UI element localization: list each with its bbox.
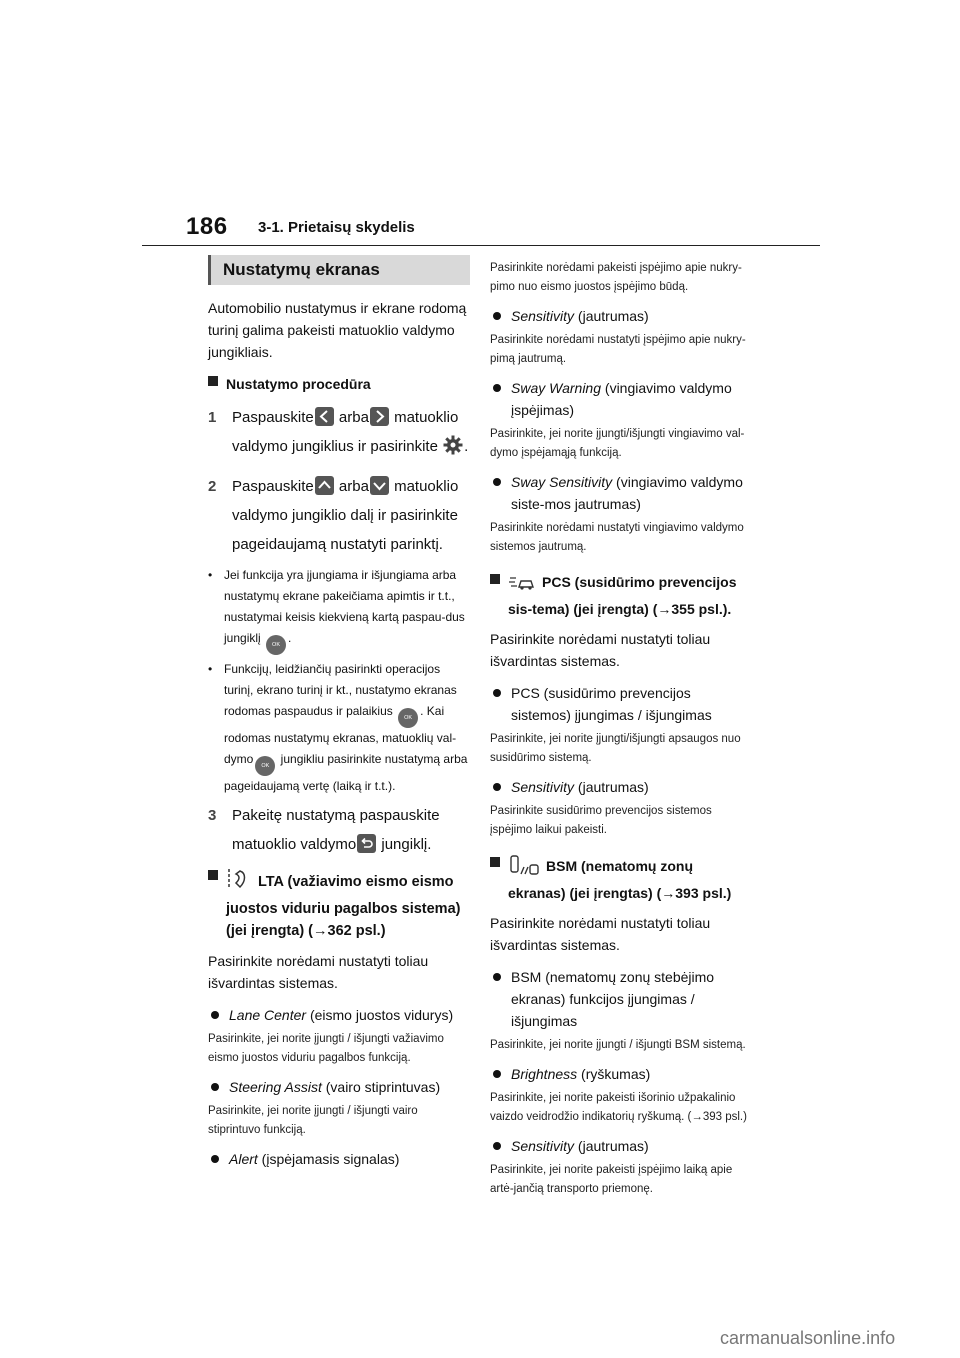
item-description: Pasirinkite, jei norite pakeisti išorinio užpakalinio vaizdo veidrodžio indikatorių ryškumą. (→393 psl.) bbox=[490, 1092, 747, 1123]
ok-button-icon: OK bbox=[266, 635, 286, 655]
header-divider bbox=[142, 245, 820, 246]
section-title: 3-1. Prietaisų skydelis bbox=[258, 219, 415, 236]
square-bullet-icon bbox=[490, 857, 500, 867]
step-2: 2 Paspauskite arba matuoklio valdymo jungiklio dalį ir pasirinkite pageidaujamą nustatyti parinktį. bbox=[208, 478, 459, 553]
pcs-heading: PCS (susidūrimo prevencijos sis-tema) (jei įrengta) (→355 psl.). bbox=[490, 571, 750, 620]
square-bullet-icon bbox=[208, 870, 218, 880]
lta-intro: Pasirinkite norėdami nustatyti toliau išvardintas sistemas. bbox=[208, 953, 429, 991]
list-item: Steering Assist (vairo stiprintuvas) bbox=[208, 1076, 470, 1098]
bsm-icon bbox=[508, 854, 540, 882]
item-description: Pasirinkite susidūrimo prevencijos sistemos įspėjimo laikui pakeisti. bbox=[490, 805, 712, 836]
back-key-icon bbox=[357, 834, 376, 853]
lta-heading: LTA (važiavimo eismo eismo juostos viduriu pagalbos sistema) (jei įrengta) (→362 psl.) bbox=[208, 867, 470, 942]
down-arrow-key-icon bbox=[370, 476, 389, 495]
right-arrow-key-icon bbox=[370, 407, 389, 426]
list-item: Brightness (ryškumas) bbox=[490, 1063, 750, 1085]
pcs-collision-icon bbox=[508, 572, 536, 598]
up-arrow-key-icon bbox=[315, 476, 334, 495]
list-item: Alert (įspėjamasis signalas) bbox=[208, 1148, 470, 1170]
item-description: Pasirinkite, jei norite įjungti/išjungti apsaugos nuo susidūrimo sistemą. bbox=[490, 733, 741, 764]
list-item: Sway Sensitivity (vingiavimo valdymo siste-mos jautrumas) bbox=[490, 471, 750, 515]
list-item: Lane Center (eismo juostos vidurys) bbox=[208, 1004, 470, 1026]
list-item: Sensitivity (jautrumas) bbox=[490, 776, 750, 798]
left-column bbox=[208, 255, 470, 1172]
item-description: Pasirinkite, jei norite pakeisti įspėjimo laiką apie artė-jančią transporto priemonę. bbox=[490, 1164, 733, 1195]
step-3: 3 Pakeitę nustatymą paspauskite matuoklio valdymo jungiklį. bbox=[208, 807, 440, 853]
note-1: • Jei funkcija yra įjungiama ir išjungiama arba nustatymų ekrane pakeičiama apimtis ir t.t., nustatymai keisis kiekvieną kartą paspau-dus jungiklį OK . bbox=[208, 565, 470, 655]
pcs-intro: Pasirinkite norėdami nustatyti toliau išvardintas sistemas. bbox=[490, 631, 711, 669]
item-description: Pasirinkite norėdami nustatyti įspėjimo apie nukry-pimą jautrumą. bbox=[490, 334, 746, 365]
square-bullet-icon bbox=[490, 574, 500, 584]
list-item: BSM (nematomų zonų stebėjimo ekranas) funkcijos įjungimas / išjungimas bbox=[490, 966, 750, 1032]
list-item: Sensitivity (jautrumas) bbox=[490, 305, 750, 327]
list-item: Sensitivity (jautrumas) bbox=[490, 1135, 750, 1157]
item-description: Pasirinkite, jei norite įjungti/išjungti vingiavimo val-dymo įspėjamąją funkciją. bbox=[490, 428, 745, 459]
lane-assist-icon bbox=[226, 867, 252, 898]
item-description: Pasirinkite, jei norite įjungti / išjungti važiavimo eismo juostos viduriu pagalbos funkciją. bbox=[208, 1033, 444, 1064]
bsm-intro: Pasirinkite norėdami nustatyti toliau išvardintas sistemas. bbox=[490, 915, 711, 953]
item-description: Pasirinkite, jei norite įjungti / išjungti BSM sistemą. bbox=[490, 1039, 746, 1051]
step-1: 1 Paspauskite arba matuoklio valdymo jungiklius ir pasirinkite . bbox=[208, 403, 470, 466]
note-2: • Funkcijų, leidžiančių pasirinkti operacijos turinį, ekrano turinį ir kt., nustatymo ekranas rodomas paspaudus ir palaikius OK . Kai rodomas nustatymų ekranas, matuoklių val-dymo OK jungikliu pasirinkite nustatymą arba pageidaujamą vertę (laiką ir t.t.). bbox=[208, 662, 468, 793]
ok-button-icon: OK bbox=[255, 756, 275, 776]
left-arrow-key-icon bbox=[315, 407, 334, 426]
ok-button-icon: OK bbox=[398, 708, 418, 728]
list-item: PCS (susidūrimo prevencijos sistemos) įjungimas / išjungimas bbox=[490, 682, 750, 726]
gear-icon bbox=[442, 434, 464, 466]
box-heading: Nustatymų ekranas bbox=[208, 255, 470, 285]
intro-paragraph: Automobilio nustatymus ir ekrane rodomą turinį galima pakeisti matuoklio valdymo jungikliais. bbox=[208, 300, 467, 360]
procedure-heading: Nustatymo procedūra bbox=[208, 373, 470, 395]
alert-description: Pasirinkite norėdami pakeisti įspėjimo apie nukry-pimo nuo eismo juostos įspėjimo būdą. bbox=[490, 262, 742, 293]
item-description: Pasirinkite, jei norite įjungti / išjungti vairo stiprintuvo funkciją. bbox=[208, 1105, 418, 1136]
item-description: Pasirinkite norėdami nustatyti vingiavimo valdymo sistemos jautrumą. bbox=[490, 522, 744, 553]
watermark: carmanualsonline.info bbox=[720, 1328, 896, 1348]
list-item: Sway Warning (vingiavimo valdymo įspėjimas) bbox=[490, 377, 750, 421]
bsm-heading: BSM (nematomų zonų ekranas) (jei įrengtas) (→393 psl.) bbox=[490, 854, 750, 904]
page-number: 186 bbox=[186, 213, 228, 240]
square-bullet-icon bbox=[208, 376, 218, 386]
right-column bbox=[490, 255, 750, 1205]
